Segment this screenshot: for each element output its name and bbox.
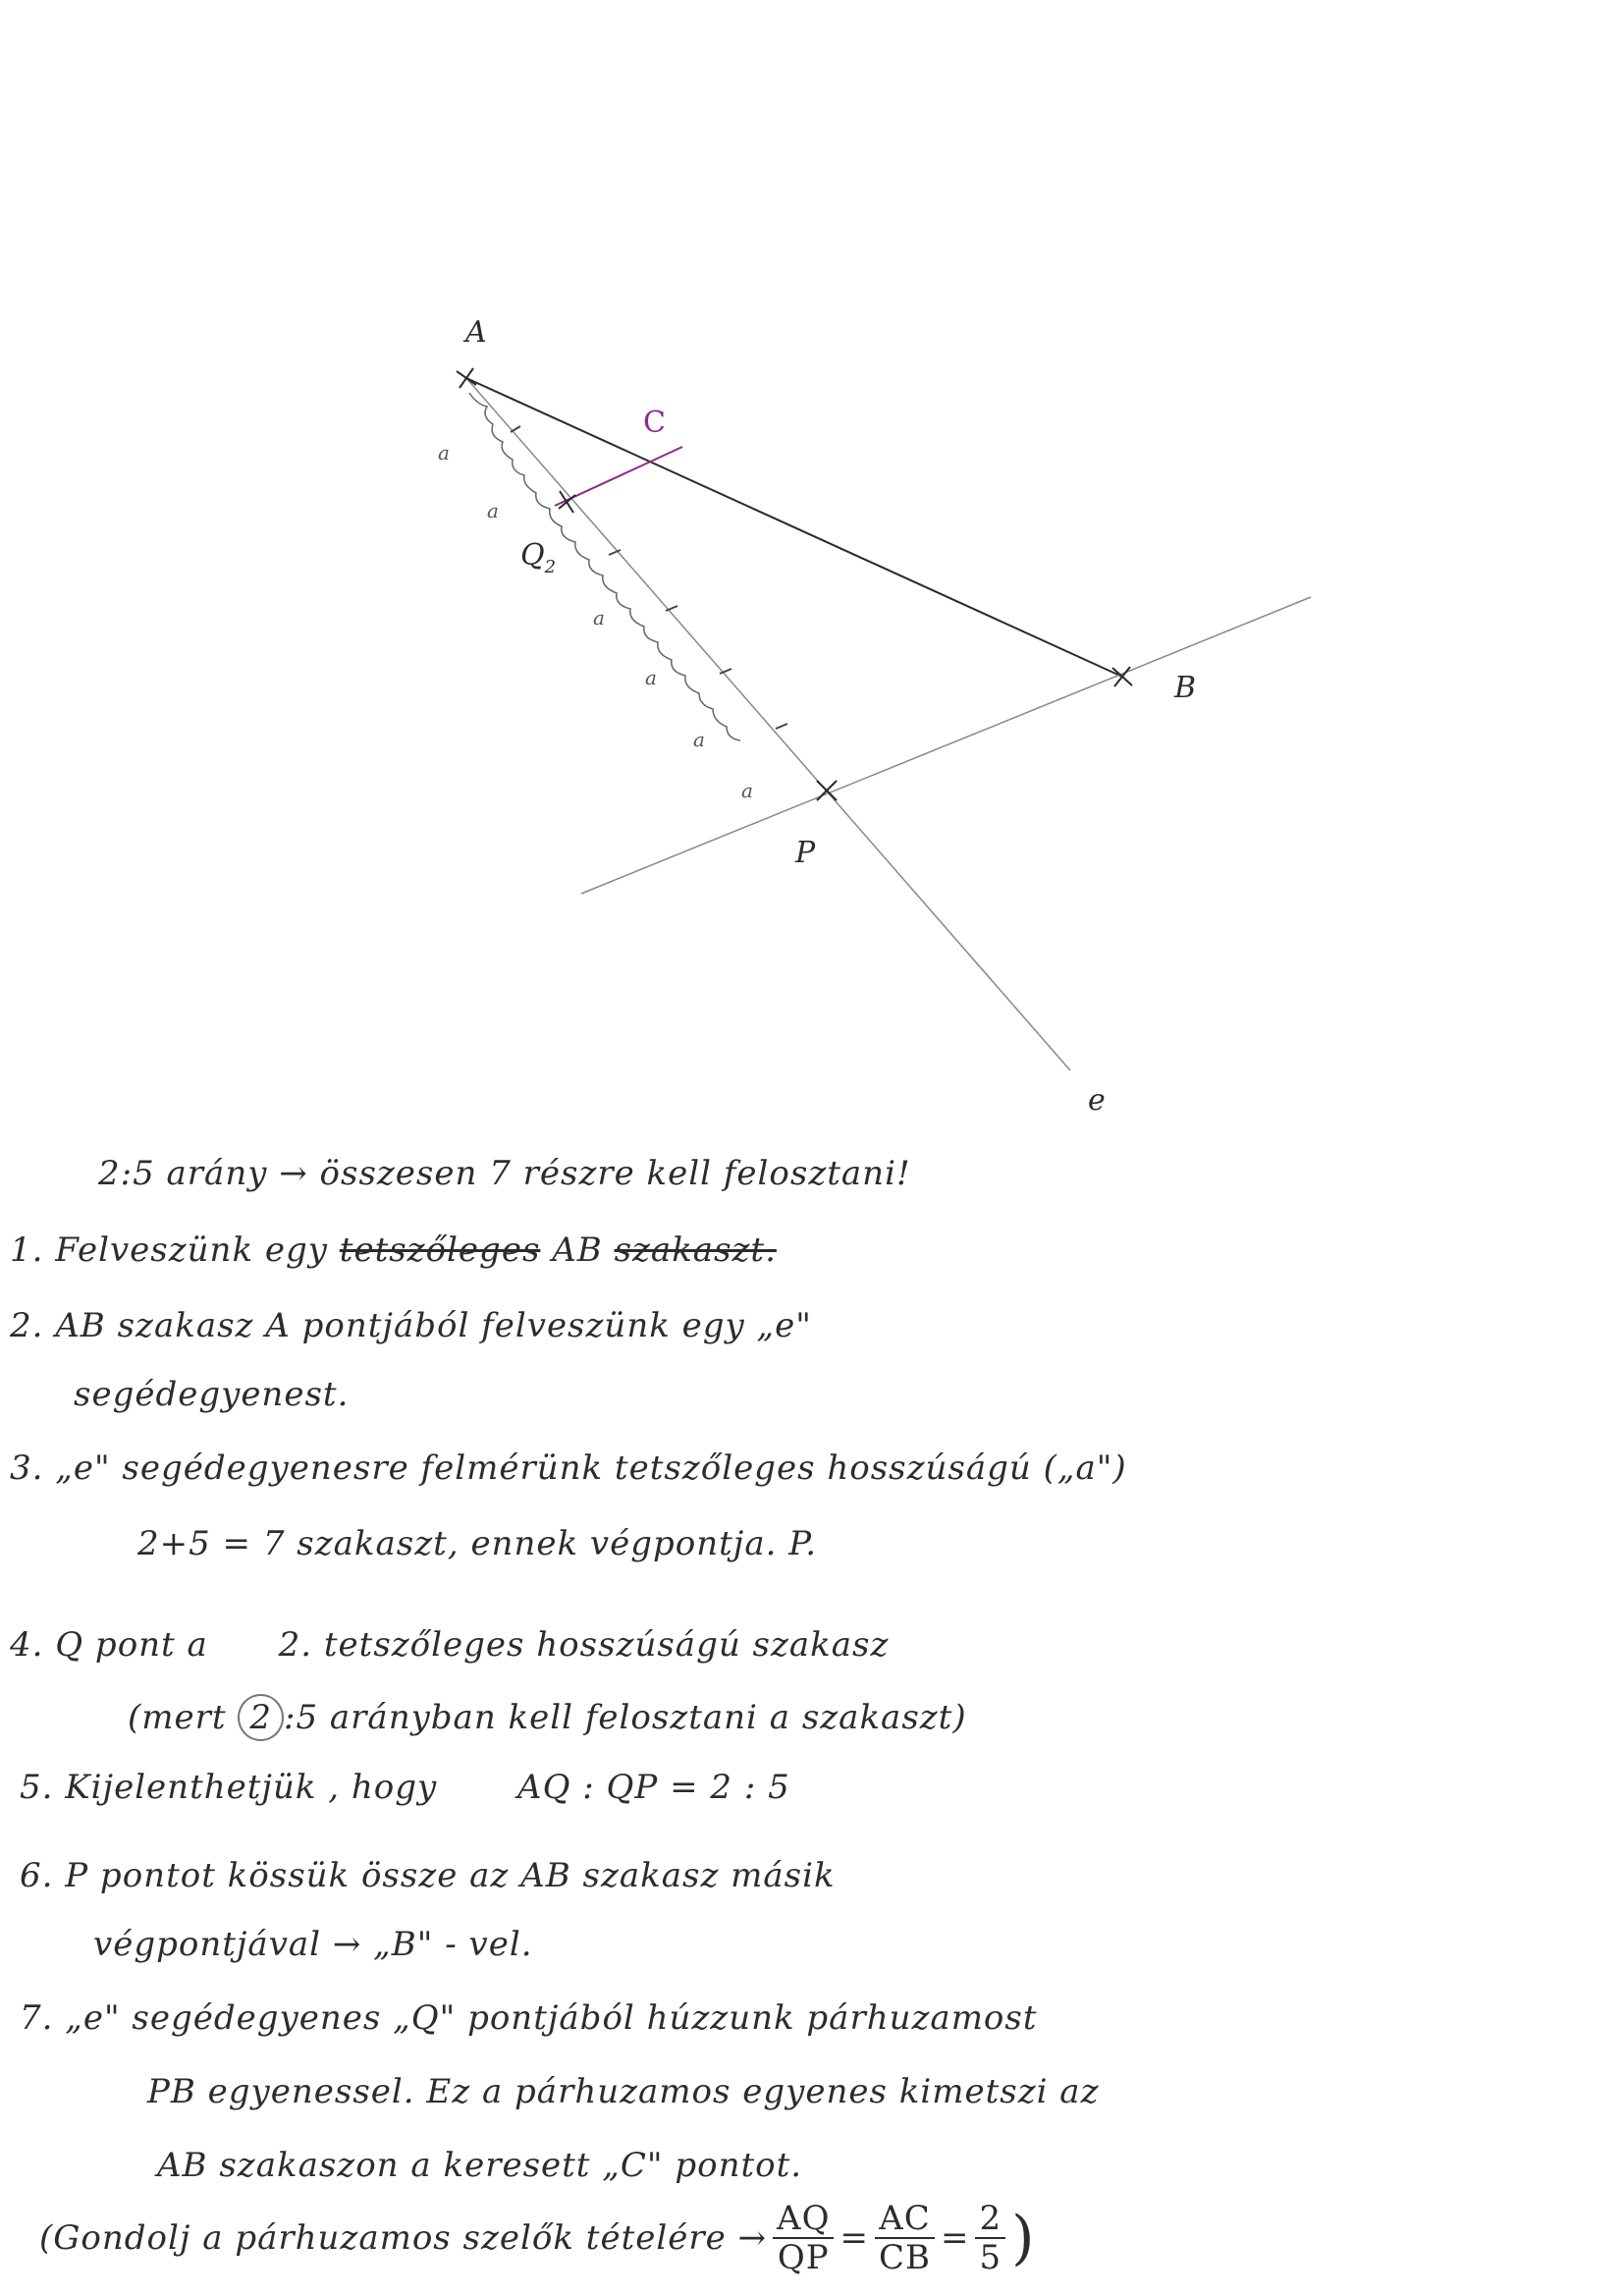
intro-ratio-line: 2:5 arány → összesen 7 részre kell felosztani!	[98, 1154, 911, 1193]
unit-brace	[469, 393, 740, 740]
fraction-ac-cb-numerator: AC	[875, 2200, 935, 2239]
fraction-aq-qp-denominator: QP	[777, 2238, 830, 2277]
step-4-note: 2. tetszőleges hosszúságú szakasz	[278, 1625, 890, 1665]
step-2-cont: segédegyenest.	[74, 1375, 350, 1414]
step-4-paren-open: (mert	[128, 1698, 227, 1737]
parallel-intercept-note	[39, 2200, 1036, 2276]
segment-mark-a: a	[741, 779, 753, 802]
step-1-struck-word: tetszőleges	[339, 1230, 541, 1270]
step-6: 6. P pontot kössük össze az AB szakasz másik	[20, 1856, 836, 1895]
fraction-two-fifths-numerator: 2	[975, 2200, 1005, 2239]
segment-mark-a: a	[693, 728, 705, 751]
step-1-text: 1. Felveszünk egy	[10, 1230, 328, 1270]
segment-mark-a: a	[593, 606, 605, 629]
fraction-ac-cb-denominator: CB	[878, 2238, 931, 2277]
segment-ab	[466, 378, 1122, 677]
segment-mark-a: a	[645, 666, 657, 689]
label-q	[520, 538, 556, 577]
equals-sign: =	[839, 2218, 869, 2258]
step-4-ratio-text: :5 arányban kell felosztani a szakaszt)	[284, 1698, 967, 1737]
step-5-text: 5. Kijelenthetjük , hogy	[20, 1768, 438, 1807]
auxiliary-line-e	[466, 378, 1070, 1070]
step-1	[10, 1230, 777, 1270]
construction-diagram	[0, 0, 1624, 1139]
step-4-text: 4. Q pont a	[10, 1625, 208, 1665]
closing-paren: )	[1011, 2204, 1036, 2272]
label-q-main: Q	[520, 538, 545, 573]
step-5-ratio: AQ : QP = 2 : 5	[517, 1768, 790, 1807]
step-3-cont: 2+5 = 7 szakaszt, ennek végpontja. P.	[137, 1524, 817, 1563]
fraction-two-fifths	[975, 2200, 1005, 2276]
line-pb	[581, 597, 1311, 894]
fraction-aq-qp-numerator: AQ	[773, 2200, 834, 2239]
label-q-sub: 2	[544, 557, 557, 577]
label-b: B	[1174, 671, 1197, 705]
segment-mark-a: a	[487, 499, 499, 522]
step-4-cont	[128, 1694, 967, 1741]
circled-two: 2	[238, 1694, 284, 1741]
step-2: 2. AB szakasz A pontjából felveszünk egy „e"	[10, 1306, 812, 1345]
segment-mark-a: a	[438, 441, 450, 465]
step-7-cont2: AB szakaszon a keresett „C" pontot.	[157, 2146, 803, 2185]
step-5	[20, 1768, 790, 1807]
step-1-ab: AB	[552, 1230, 603, 1270]
step-7: 7. „e" segédegyenes „Q" pontjából húzzunk párhuzamost	[20, 1998, 1038, 2038]
step-7-cont: PB egyenessel. Ez a párhuzamos egyenes kimetszi az	[147, 2072, 1100, 2111]
step-6-cont: végpontjával → „B" - vel.	[93, 1925, 533, 1964]
label-a: A	[465, 315, 487, 350]
fraction-ac-cb	[875, 2200, 935, 2276]
fraction-two-fifths-denominator: 5	[979, 2238, 1002, 2277]
label-p: P	[795, 836, 816, 870]
fraction-aq-qp	[773, 2200, 834, 2276]
step-1-struck-segment: szakaszt.	[614, 1230, 777, 1270]
label-c: C	[643, 406, 666, 440]
note-text: (Gondolj a párhuzamos szelők tételére →	[39, 2218, 768, 2258]
step-3: 3. „e" segédegyenesre felmérünk tetszőleges hosszúságú („a")	[10, 1449, 1127, 1488]
step-4	[10, 1625, 889, 1665]
equals-sign: =	[940, 2218, 970, 2258]
label-e: e	[1088, 1083, 1106, 1118]
